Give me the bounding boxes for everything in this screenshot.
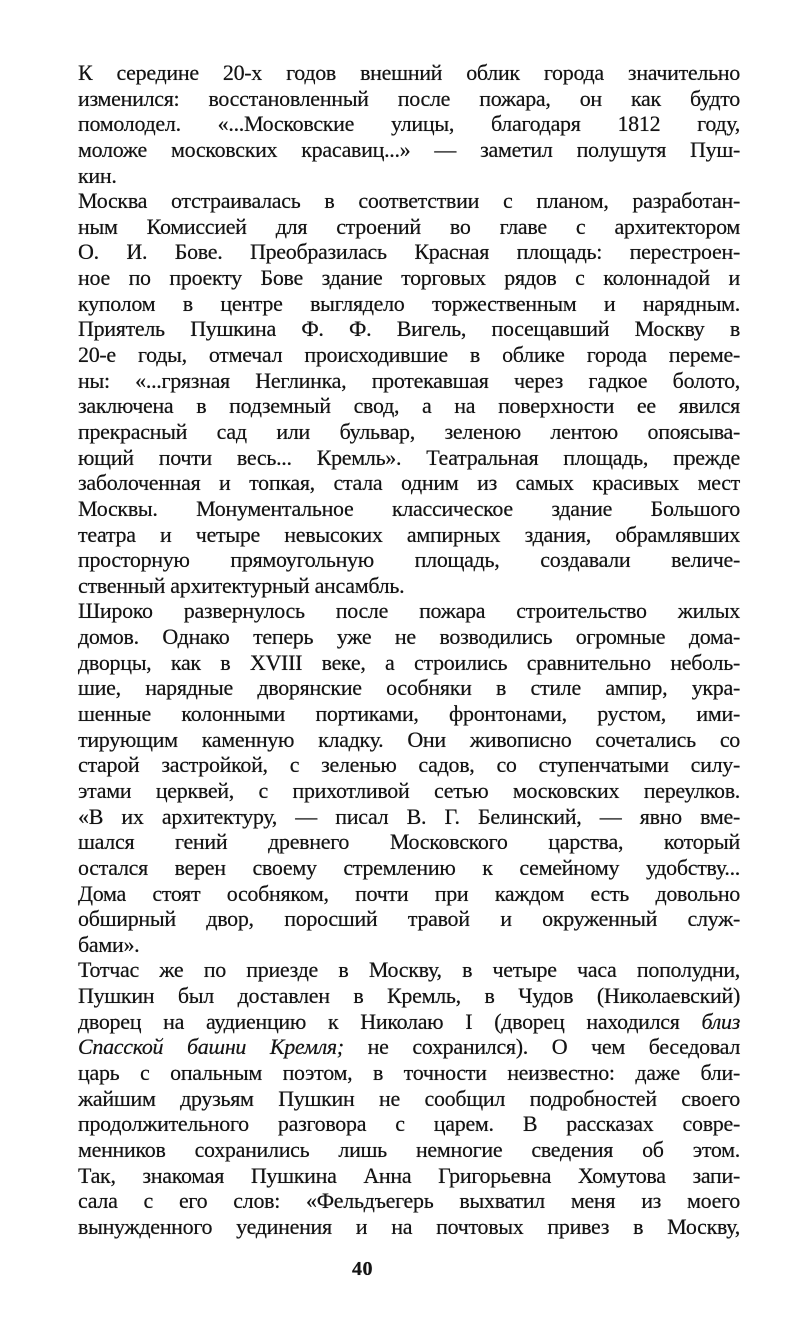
text-line: менников сохранились лишь немногие сведения об этом. xyxy=(78,1136,740,1162)
text-line: Москвы. Монументальное классическое здание Большого xyxy=(78,495,740,521)
text-line: «В их архитектуру, — писал В. Г. Белинский, — явно вме- xyxy=(78,803,740,829)
text-line: Широко развернулось после пожара строительство жилых xyxy=(78,598,740,624)
text-line: жайшим друзьям Пушкин не сообщил подробностей своего xyxy=(78,1085,740,1111)
text-line: продолжительного разговора с царем. В рассказах совре- xyxy=(78,1111,740,1137)
text-line: Пушкин был доставлен в Кремль, в Чудов (Николаевский) xyxy=(78,983,740,1009)
text-line: Так, знакомая Пушкина Анна Григорьевна Хомутова запи- xyxy=(78,1162,740,1188)
italic-text-segment: близ xyxy=(701,1008,740,1034)
text-line xyxy=(78,1034,740,1060)
paragraph xyxy=(78,188,740,598)
text-line: шие, нарядные дворянские особняки в стиле ампир, укра- xyxy=(78,675,740,701)
text-line: изменился: восстановленный после пожара, он как будто xyxy=(78,85,740,111)
text-line: 20-е годы, отмечал происходившие в облике города переме- xyxy=(78,342,740,368)
text-line: домов. Однако теперь уже не возводились огромные дома- xyxy=(78,624,740,650)
text-line: ное по проекту Бове здание торговых рядов с колоннадой и xyxy=(78,265,740,291)
text-line: кин. xyxy=(78,162,117,188)
text-line: Москва отстраивалась в соответствии с планом, разработан- xyxy=(78,188,740,214)
text-line: помолодел. «...Московские улицы, благодаря 1812 году, xyxy=(78,111,740,137)
text-line: ющий почти весь... Кремль». Театральная площадь, прежде xyxy=(78,444,740,470)
text-line: Тотчас же по приезде в Москву, в четыре часа пополудни, xyxy=(78,957,740,983)
page-number: 40 xyxy=(352,1258,373,1280)
text-line: шался гений древнего Московского царства, который xyxy=(78,829,740,855)
text-line: ным Комиссией для строений во главе с архитектором xyxy=(78,213,740,239)
text-line: обширный двор, поросший травой и окруженный служ- xyxy=(78,906,740,932)
paragraph xyxy=(78,598,740,957)
paragraph xyxy=(78,957,740,1239)
text-line: тирующим каменную кладку. Они живописно сочетались со xyxy=(78,726,740,752)
paragraph xyxy=(78,60,740,188)
text-line: вынужденного уединения и на почтовых привез в Москву, xyxy=(78,1213,740,1239)
text-line: остался верен своему стремлению к семейному удобству... xyxy=(78,854,740,880)
text-line: прекрасный сад или бульвар, зеленою лентою опоясыва- xyxy=(78,418,740,444)
text-line: К середине 20-х годов внешний облик города значительно xyxy=(78,60,740,85)
text-line: Приятель Пушкина Ф. Ф. Вигель, посещавший Москву в xyxy=(78,316,740,342)
text-segment: не сохранился). О чем беседовал xyxy=(343,1034,740,1060)
text-line: просторную прямоугольную площадь, создавали величе- xyxy=(78,547,740,573)
text-line: старой застройкой, с зеленью садов, со ступенчатыми силу- xyxy=(78,752,740,778)
text-line: царь с опальным поэтом, в точности неизвестно: даже бли- xyxy=(78,1059,740,1085)
text-segment: дворец на аудиенцию к Николаю I (дворец находился xyxy=(78,1008,702,1034)
text-line: моложе московских красавиц...» — заметил полушутя Пуш- xyxy=(78,136,740,162)
text-block xyxy=(78,60,740,1239)
text-line: этами церквей, с прихотливой сетью московских переулков. xyxy=(78,777,740,803)
text-line: шенные колонными портиками, фронтонами, рустом, ими- xyxy=(78,701,740,727)
text-line: дворцы, как в XVIII веке, а строились сравнительно неболь- xyxy=(78,649,740,675)
text-line: ственный архитектурный ансамбль. xyxy=(78,572,405,598)
text-line: О. И. Бове. Преобразилась Красная площадь: перестроен- xyxy=(78,239,740,265)
text-line: Дома стоят особняком, почти при каждом есть довольно xyxy=(78,880,740,906)
text-line xyxy=(78,1009,740,1035)
text-line: бами». xyxy=(78,931,140,957)
text-line: куполом в центре выглядело торжественным и нарядным. xyxy=(78,290,740,316)
text-line: заболоченная и топкая, стала одним из самых красивых мест xyxy=(78,470,740,496)
text-line: заключена в подземный свод, а на поверхности ее явился xyxy=(78,393,740,419)
italic-text-segment: Спасской башни Кремля; xyxy=(78,1034,344,1060)
text-line: сала с его слов: «Фельдъегерь выхватил меня из моего xyxy=(78,1188,740,1214)
text-line: ны: «...грязная Неглинка, протекавшая через гадкое болото, xyxy=(78,367,740,393)
text-line: театра и четыре невысоких ампирных здания, обрамлявших xyxy=(78,521,740,547)
